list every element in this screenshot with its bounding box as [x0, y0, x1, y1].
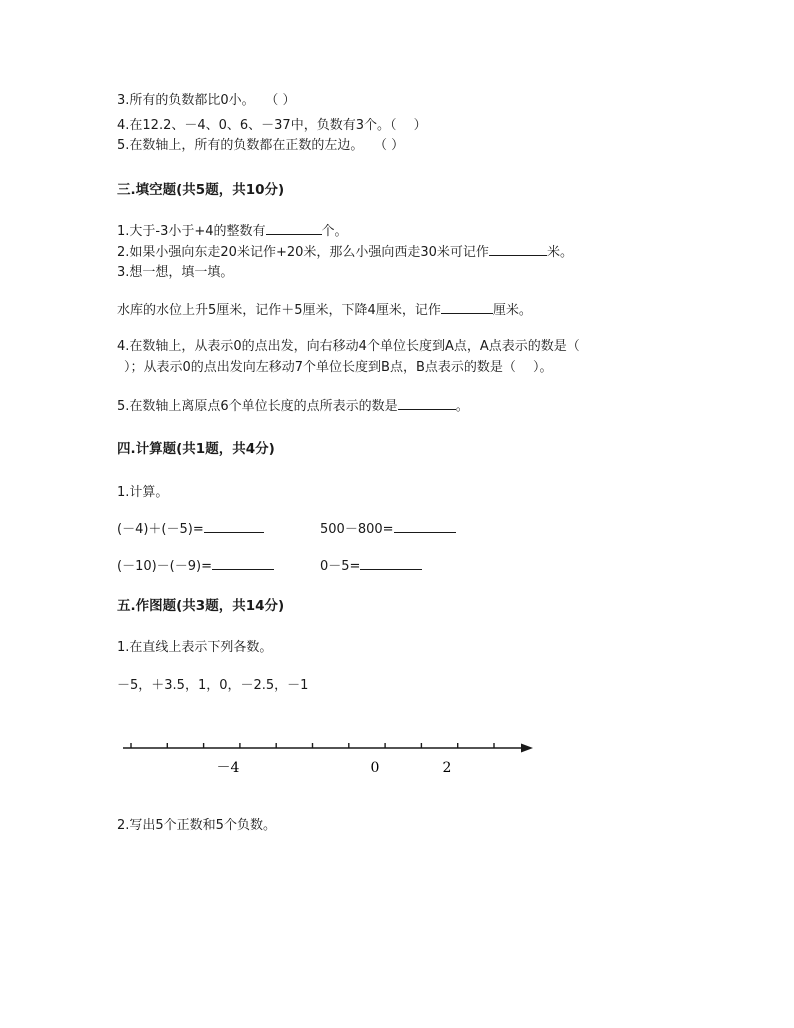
- calc-expression-2: [320, 520, 456, 539]
- fill-q5-suffix: 。: [455, 399, 469, 414]
- answer-blank[interactable]: [398, 397, 456, 410]
- fill-q1-suffix: 个。: [321, 224, 348, 239]
- answer-blank[interactable]: [441, 301, 493, 314]
- calc-question-1: 1.计算。: [117, 485, 169, 500]
- answer-blank[interactable]: [489, 243, 547, 256]
- answer-blank[interactable]: [204, 520, 264, 533]
- judge-question-5: 5.在数轴上，所有的负数都在正数的左边。 （ ）: [117, 138, 405, 153]
- axis-label-2: 2: [442, 760, 452, 776]
- section-heading-draw: 五.作图题(共3题，共14分): [117, 598, 285, 614]
- calc-e2-text: 500－800=: [320, 522, 394, 537]
- fill-q5-text: 5.在数轴上离原点6个单位长度的点所表示的数是: [117, 399, 398, 414]
- axis-label-neg4: －4: [216, 760, 240, 776]
- fill-question-3: 3.想一想，填一填。: [117, 265, 234, 280]
- number-line[interactable]: [115, 735, 555, 785]
- fill-question-3-sub: [117, 301, 532, 320]
- section-heading-fill: 三.填空题(共5题，共10分): [117, 182, 285, 198]
- draw-question-1: 1.在直线上表示下列各数。: [117, 640, 273, 655]
- calc-expression-1: [117, 520, 264, 539]
- judge-question-3: 3.所有的负数都比0小。 （ ）: [117, 93, 296, 108]
- calc-e3-text: (－10)－(－9)=: [117, 559, 212, 574]
- answer-blank[interactable]: [266, 222, 322, 235]
- draw-numbers: －5，＋3.5，1，0，－2.5，－1: [117, 678, 309, 693]
- calc-e4-text: 0－5=: [320, 559, 361, 574]
- axis-label-0: 0: [370, 760, 380, 776]
- calc-e1-text: (－4)＋(－5)=: [117, 522, 204, 537]
- fill-question-5: [117, 397, 469, 416]
- fill-question-4-line-1: 4.在数轴上，从表示0的点出发，向右移动4个单位长度到A点，A点表示的数是（: [117, 339, 580, 354]
- draw-question-2: 2.写出5个正数和5个负数。: [117, 818, 276, 833]
- fill-q3-sub-text: 水库的水位上升5厘米，记作＋5厘米，下降4厘米，记作: [117, 303, 441, 318]
- answer-blank[interactable]: [360, 557, 422, 570]
- fill-q2-suffix: 米。: [546, 245, 573, 260]
- number-line-arrow: [521, 744, 533, 753]
- calc-expression-4: [320, 557, 422, 576]
- calc-expression-3: [117, 557, 274, 576]
- judge-question-4: 4.在12.2、－4、0、6、－37中，负数有3个。（ ）: [117, 118, 427, 133]
- section-heading-calc: 四.计算题(共1题，共4分): [117, 441, 275, 457]
- fill-question-1: [117, 222, 348, 241]
- fill-q1-text: 1.大于-3小于+4的整数有: [117, 224, 266, 239]
- fill-q2-text: 2.如果小强向东走20米记作+20米，那么小强向西走30米可记作: [117, 245, 489, 260]
- fill-question-2: [117, 243, 573, 262]
- answer-blank[interactable]: [212, 557, 274, 570]
- answer-blank[interactable]: [394, 520, 456, 533]
- fill-question-4-line-2: ）；从表示0的点出发向左移动7个单位长度到B点，B点表示的数是（ ）。: [124, 360, 553, 375]
- fill-q3-sub-suffix: 厘米。: [492, 303, 532, 318]
